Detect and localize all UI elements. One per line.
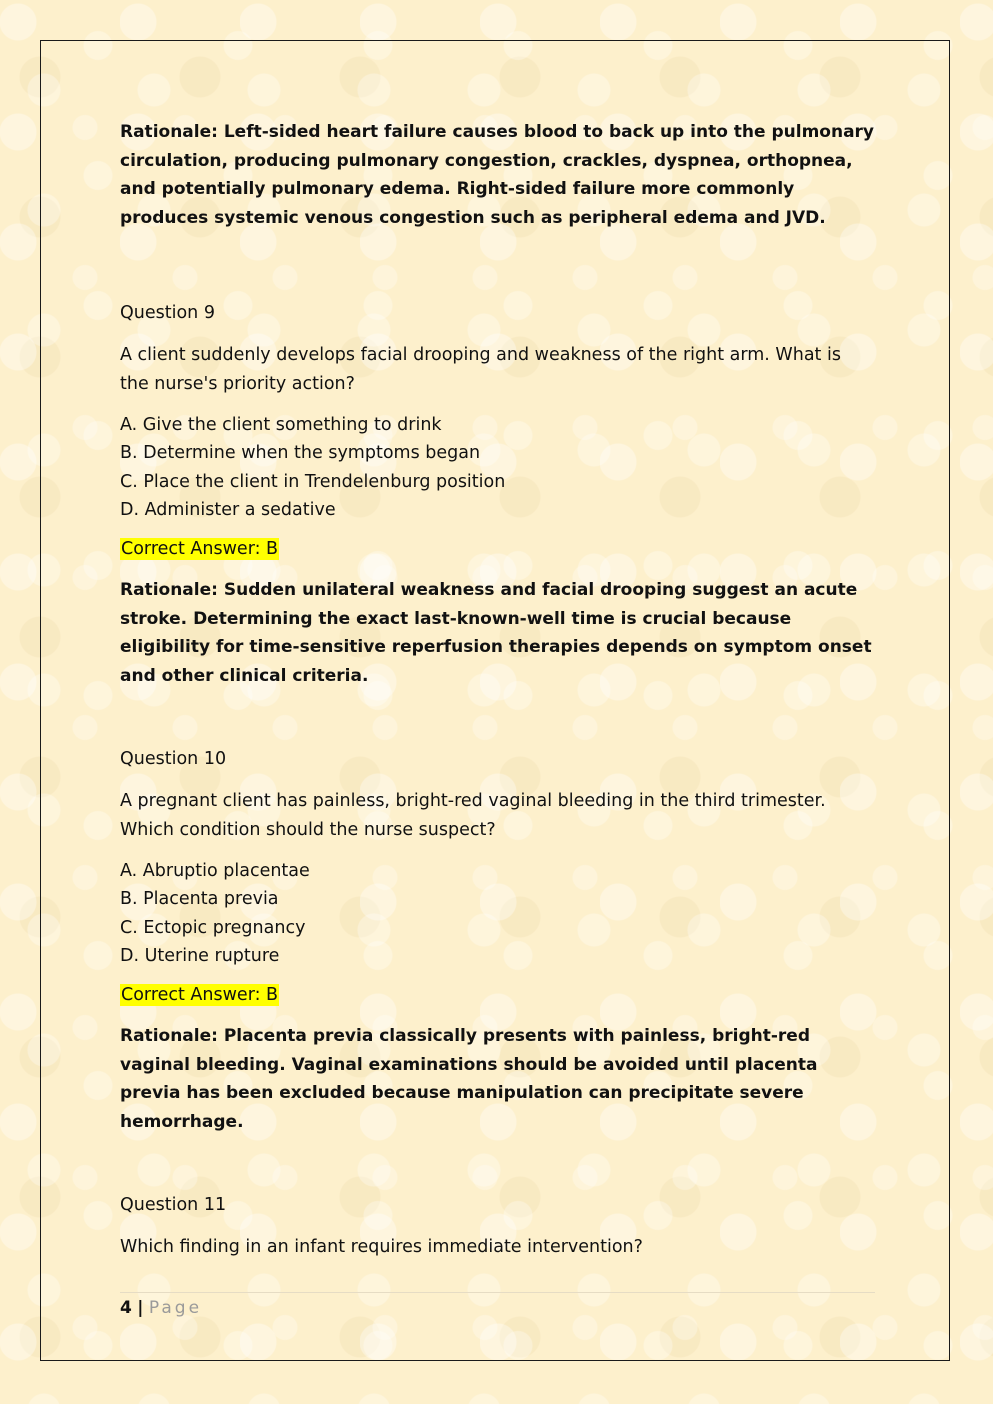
rationale-question-8: Rationale: Left-sided heart failure causes blood to back up into the pulmonary circulation, producing pulmonary congestion, crackles, dyspnea, orthopnea, and potentially pulmonary edema. Right-sided failure more commonly produces systemic venous congestion such as peripheral edema and JVD. [120, 122, 875, 228]
question-9-title: Question 9 [120, 303, 215, 323]
page-footer [120, 1296, 202, 1320]
option-b: B. Determine when the symptoms began [120, 443, 481, 464]
question-10-text: A pregnant client has painless, bright-red vaginal bleeding in the third trimester. Which condition should the nurse suspect? [120, 791, 826, 840]
question-11-text: Which finding in an infant requires immediate intervention? [120, 1237, 643, 1258]
question-9-rationale: Rationale: Sudden unilateral weakness and facial drooping suggest an acute stroke. Determining the exact last-known-well time is crucial because eligibility for time-sensitive reperfusion therapies depends on symptom onset and other clinical criteria. [120, 580, 872, 686]
page-label: Page [148, 1298, 203, 1318]
option-a: A. Abruptio placentae [120, 861, 310, 882]
option-b: B. Placenta previa [120, 889, 279, 910]
question-10-rationale: Rationale: Placenta previa classically presents with painless, bright-red vaginal bleeding. Vaginal examinations should be avoided until placenta previa has been excluded because manipulation can precipitate severe hemorrhage. [120, 1026, 818, 1132]
question-10-options [120, 857, 875, 970]
footer-separator: | [137, 1298, 144, 1318]
question-9-options [120, 411, 875, 524]
option-c: C. Ectopic pregnancy [120, 917, 306, 938]
option-c: C. Place the client in Trendelenburg position [120, 471, 506, 492]
footer-divider [120, 1292, 875, 1293]
option-d: D. Administer a sedative [120, 499, 336, 520]
document-content [120, 118, 875, 1262]
option-d: D. Uterine rupture [120, 946, 280, 967]
option-a: A. Give the client something to drink [120, 415, 442, 435]
question-9-correct-answer: Correct Answer: B [121, 539, 279, 560]
question-11-title: Question 11 [120, 1195, 227, 1216]
page-number: 4 [120, 1298, 132, 1318]
question-9-text: A client suddenly develops facial drooping and weakness of the right arm. What is the nurse's priority action? [120, 345, 841, 394]
question-10-correct-answer: Correct Answer: B [121, 985, 279, 1006]
question-10-title: Question 10 [120, 749, 227, 770]
